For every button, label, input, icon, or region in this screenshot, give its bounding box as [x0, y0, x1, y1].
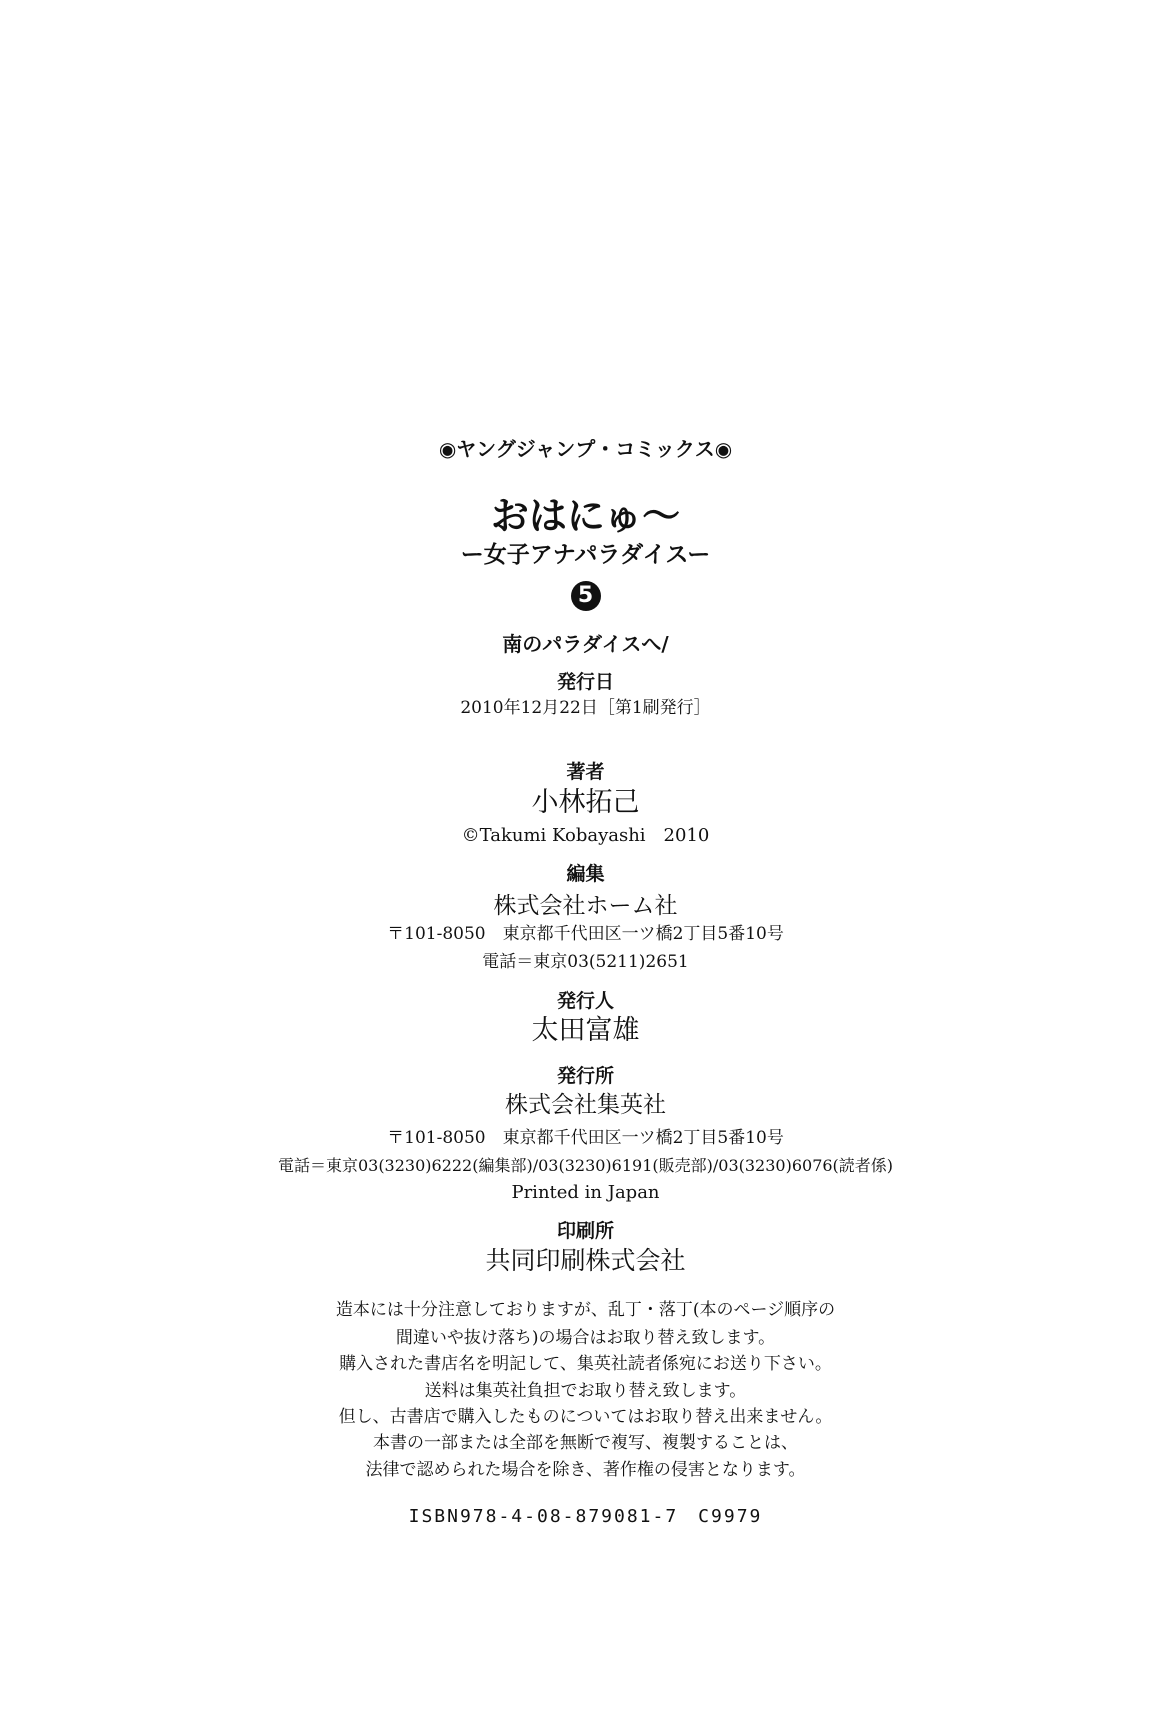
notice-line: 送料は集英社負担でお取り替え致します。 [424, 1381, 747, 1401]
copyright-line: ©Takumi Kobayashi 2010 [461, 825, 710, 846]
author-heading: 著者 [566, 761, 605, 783]
notice-line: 但し、古書店で購入したものについてはお取り替え出来ません。 [338, 1407, 833, 1427]
editor-address: 〒101-8050 東京都千代田区一ツ橋2丁目5番10号 [387, 924, 784, 944]
isbn-code: ISBN978-4-08-879081-7 C9979 [408, 1506, 763, 1527]
notice-line: 購入された書店名を明記して、集英社読者係宛にお送り下さい。 [339, 1354, 832, 1374]
editor-company: 株式会社ホーム社 [493, 893, 678, 919]
book-subtitle: ー女子アナパラダイスー [460, 542, 711, 568]
volume-badge [0, 581, 1171, 611]
publisher-heading: 発行所 [556, 1065, 614, 1087]
printer-company: 共同印刷株式会社 [485, 1246, 686, 1275]
notice-line: 間違いや抜け落ち)の場合はお取り替え致します。 [395, 1328, 776, 1348]
notice-line: 本書の一部または全部を無断で複写、複製することは、 [373, 1433, 798, 1453]
publisher-person-heading: 発行人 [556, 990, 614, 1012]
notice-line: 造本には十分注意しておりますが、乱丁・落丁(本のページ順序の [335, 1300, 836, 1320]
publisher-address: 〒101-8050 東京都千代田区一ツ橋2丁目5番10号 [387, 1128, 784, 1148]
editor-phone: 電話＝東京03(5211)2651 [482, 952, 689, 972]
imprint-label: ◉ヤングジャンプ・コミックス◉ [438, 437, 733, 461]
book-title: おはにゅ〜 [490, 494, 681, 538]
editor-heading: 編集 [566, 863, 605, 885]
issue-heading: 発行日 [556, 671, 614, 693]
notice-line: 法律で認められた場合を除き、著作権の侵害となります。 [365, 1460, 806, 1480]
printed-in-japan: Printed in Japan [511, 1182, 660, 1203]
publisher-phone: 電話＝東京03(3230)6222(編集部)/03(3230)6191(販売部)/03(3230)6076(読者係) [277, 1156, 894, 1175]
issue-date: 2010年12月22日［第1刷発行］ [460, 698, 711, 718]
author-name: 小林拓己 [531, 787, 640, 818]
chapter-title: 南のパラダイスへ/ [502, 632, 669, 656]
printer-heading: 印刷所 [556, 1220, 614, 1242]
publisher-person-name: 太田富雄 [531, 1015, 640, 1046]
volume-number: 5 [571, 581, 601, 611]
publisher-company: 株式会社集英社 [505, 1092, 666, 1118]
